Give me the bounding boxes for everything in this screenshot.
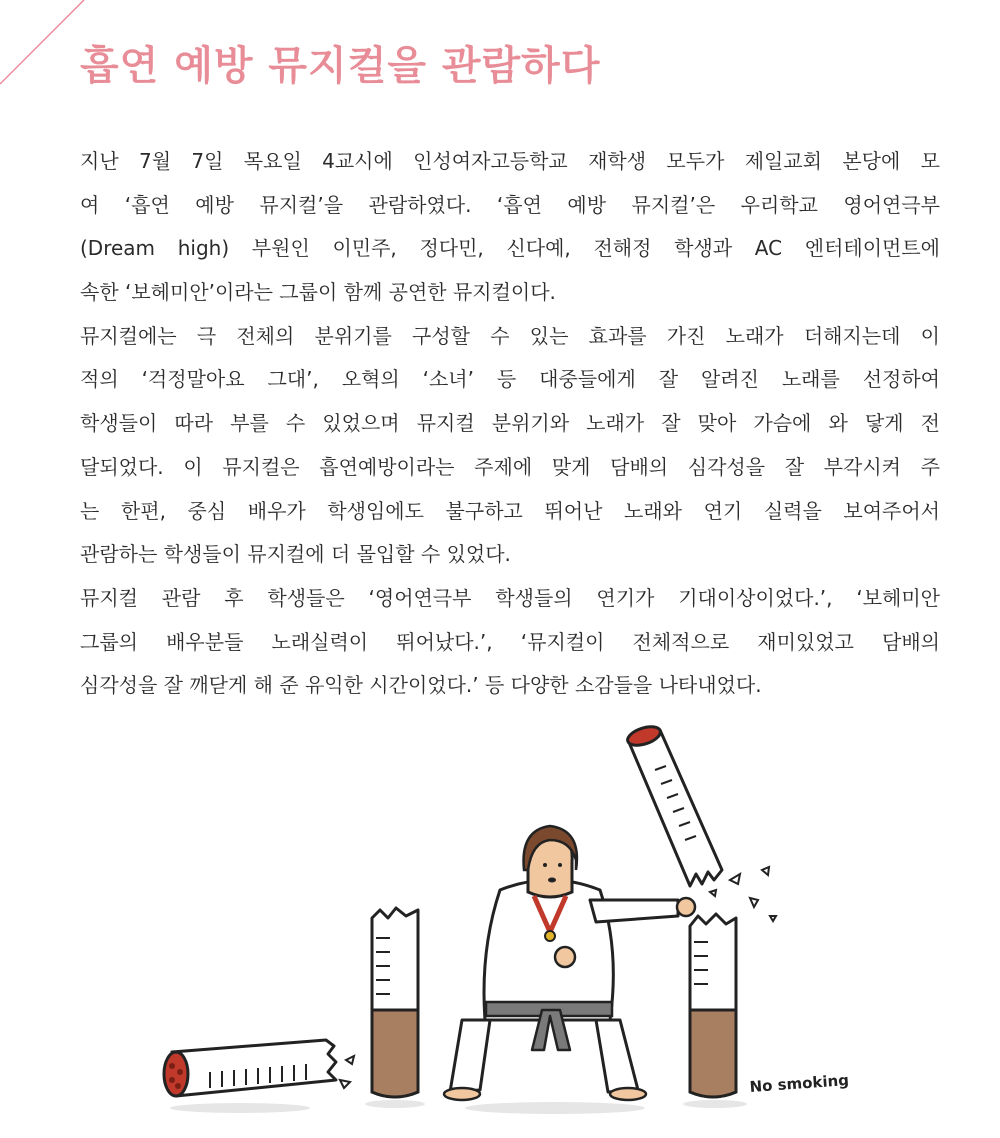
taekwondo-character — [444, 826, 695, 1100]
broken-cigarette-standing-left — [372, 908, 418, 1097]
body-line: 뮤지컬에는 극 전체의 분위기를 구성할 수 있는 효과를 가진 노래가 더해지는데 이 — [80, 323, 940, 348]
broken-cigarette-standing-right — [690, 867, 776, 1097]
broken-cigarette-flying — [625, 723, 722, 886]
broken-cigarette-lying — [164, 1040, 354, 1096]
body-line: 적의 ‘걱정말아요 그대’, 오혁의 ‘소녀’ 등 대중들에게 잘 알려진 노래를 선정하여 — [80, 367, 940, 392]
body-line: 달되었다. 이 뮤지컬은 흡연예방이라는 주제에 맞게 담배의 심각성을 잘 부각시켜 주 — [80, 454, 940, 479]
article-body — [80, 140, 940, 708]
no-smoking-caption: No smoking — [749, 1071, 850, 1096]
body-line: 학생들이 따라 부를 수 있었으며 뮤지컬 분위기와 노래가 잘 맞아 가슴에 와 닿게 전 — [80, 411, 940, 436]
body-line: 뮤지컬 관람 후 학생들은 ‘영어연극부 학생들의 연기가 기대이상이었다.’, ‘보헤미안 — [80, 585, 940, 610]
article-title: 흡연 예방 뮤지컬을 관람하다 — [80, 43, 601, 89]
body-line: (Dream high) 부원인 이민주, 정다민, 신다예, 전해정 학생과 AC 엔터테이먼트에 — [80, 236, 940, 261]
body-line: 여 ‘흡연 예방 뮤지컬’을 관람하였다. ‘흡연 예방 뮤지컬’은 우리학교 영어연극부 — [80, 192, 940, 217]
body-line: 속한 ‘보헤미안’이라는 그룹이 함께 공연한 뮤지컬이다. — [80, 280, 556, 305]
body-line: 그룹의 배우분들 노래실력이 뛰어났다.’, ‘뮤지컬이 전체적으로 재미있었고 담배의 — [80, 629, 940, 654]
body-line: 심각성을 잘 깨닫게 해 준 유익한 시간이었다.’ 등 다양한 소감들을 나타내었다. — [80, 673, 762, 698]
body-line: 는 한편, 중심 배우가 학생임에도 불구하고 뛰어난 노래와 연기 실력을 보여주어서 — [80, 498, 940, 523]
body-line: 관람하는 학생들이 뮤지컬에 더 몰입할 수 있었다. — [80, 542, 511, 567]
body-line: 지난 7월 7일 목요일 4교시에 인성여자고등학교 재학생 모두가 제일교회 본당에 모 — [80, 149, 940, 173]
no-smoking-illustration — [150, 720, 870, 1120]
